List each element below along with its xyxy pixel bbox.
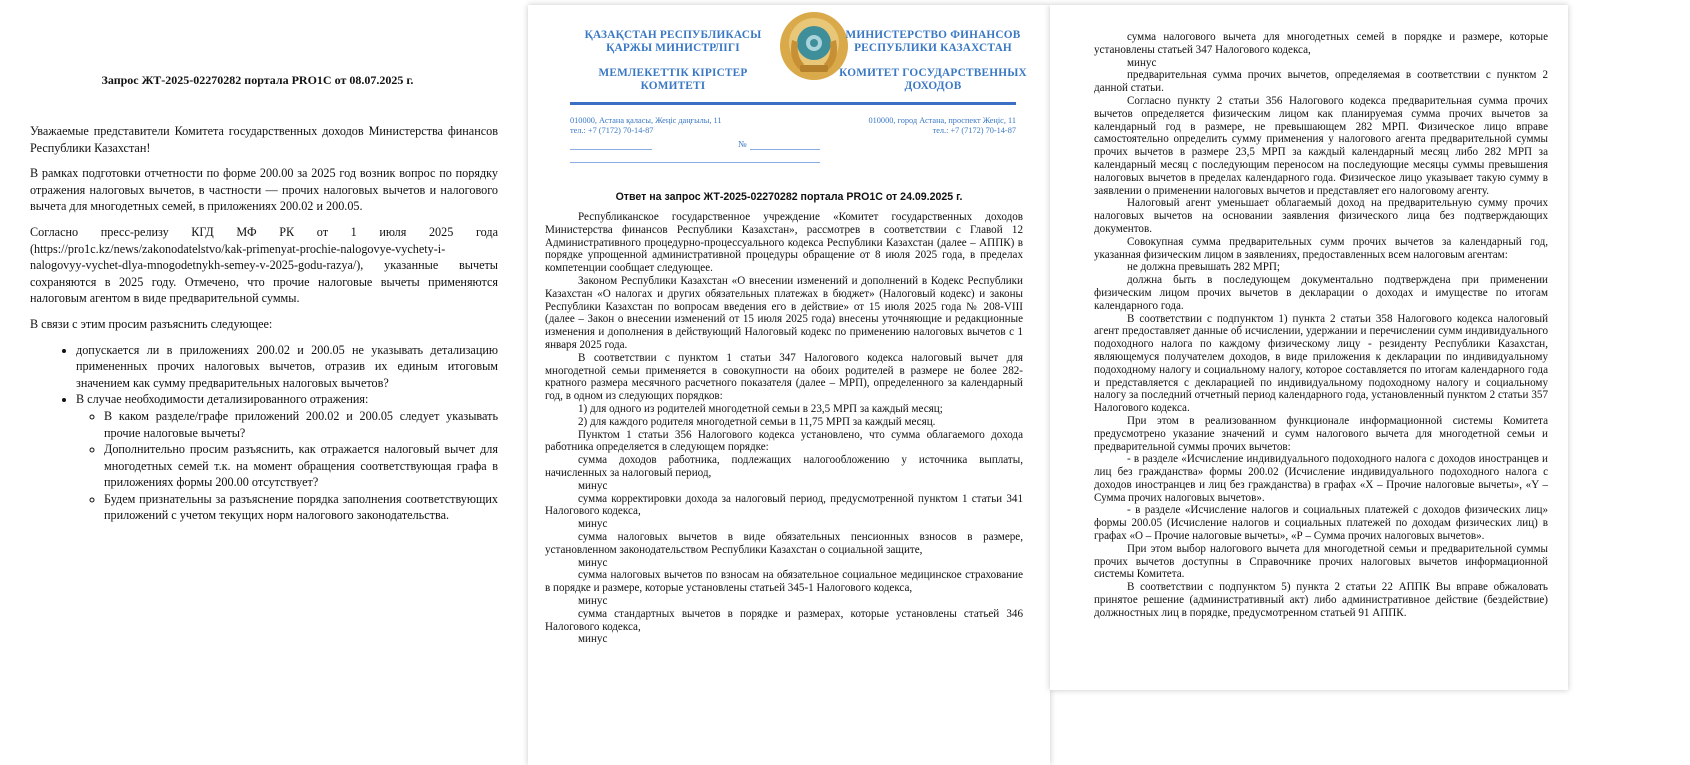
kz-phone: тел.: +7 (7172) 70-14-87 — [570, 126, 654, 135]
answer-paragraph: 1) для одного из родителей многодетной семьи в 23,5 МРП за каждый месяц; — [578, 402, 943, 415]
answer-paragraph: не должна превышать 282 МРП; — [1127, 261, 1281, 274]
letterhead-kz — [568, 29, 778, 92]
question-item-text: В случае необходимости детализированного отражения: — [76, 392, 369, 407]
answer-body-1 — [545, 211, 1023, 646]
kz-address-block — [570, 116, 722, 136]
answer-paragraph: минус — [578, 556, 608, 569]
sub-question-item: ◦ Будем признательны за разъяснение порядка заполнения соответствующих приложений с учетом текущих норм налогового законодательства. — [104, 491, 498, 524]
answer-paragraph: сумма корректировки дохода за налоговый период, предусмотренной пунктом 1 статьи 341 Налогового кодекса, — [545, 492, 1023, 518]
answer-paragraph: минус — [578, 518, 608, 531]
answer-paragraph: - в разделе «Исчисление индивидуального подоходного налога с доходов иностранцев и лиц без гражданства» формы 200.02 (Исчисление индивидуального подоходного налога с доходов иностранцев и лиц без гражданства) в графах «Х – Прочие налоговые вычеты», «Y – Сумма прочих налоговых вычетов». — [1094, 453, 1548, 504]
answer-paragraph: должна быть в последующем документально подтверждена при применении физическим лицом прочих вычетов в декларации о доходах и имуществе по итогам календарного года. — [1094, 274, 1548, 312]
request-paragraph: В связи с этим просим разъяснить следующее: — [30, 316, 273, 331]
kz-committee-name: МЕМЛЕКЕТТІК КІРІСТЕР КОМИТЕТІ — [598, 67, 748, 92]
answer-paragraph: сумма доходов работника, подлежащих налогообложению у источника выплаты, начисленных за налоговый период, — [545, 454, 1023, 479]
request-paragraph: Уважаемые представители Комитета государственных доходов Министерства финансов Республики Казахстан! — [30, 124, 498, 155]
answer-page-1 — [528, 5, 1050, 765]
ru-ministry-name: МИНИСТЕРСТВО ФИНАНСОВ РЕСПУБЛИКИ КАЗАХСТАН — [845, 29, 1021, 54]
answer-paragraph: минус — [578, 479, 608, 492]
answer-paragraph: сумма налоговых вычетов по взносам на обязательное социальное медицинское страхование в порядке и размере, которые установлены статьей 345-1 Налогового кодекса, — [545, 569, 1023, 595]
answer-paragraph: 2) для каждого родителя многодетной семьи в 11,75 МРП за каждый месяц. — [578, 415, 936, 428]
ru-phone: тел.: +7 (7172) 70-14-87 — [932, 126, 1016, 135]
request-paragraph: Согласно пресс-релизу КГД МФ РК от 1 июля 2025 года (https://pro1c.kz/news/zakonodatelstvo/kak-primenyat-prochie-nalogovye-vychety-i-nalogovyy-vychet-dlya-mnogodetnykh-semey-v-2025-godu-razya/), указанные вычеты сохраняются в 2025 году. Отмечено, что прочие налоговые вычеты применяются налоговым агентом в виде предварительной суммы. — [30, 224, 498, 306]
answer-paragraph: - в разделе «Исчисление налогов и социальных платежей с доходов физических лиц» формы 200.05 (Исчисление налогов и социальных платежей по доходам физических лиц) в графах «О – Прочие налоговые вычеты», «Р – Сумма прочих налоговых вычетов». — [1094, 504, 1548, 543]
answer-paragraph: Законом Республики Казахстан «О внесении изменений и дополнений в Кодекс Республики Казахстан «О налогах и других обязательных платежах в бюджет» (Налоговый кодекс) и законы Республики Казахстан по вопросам введения его в действие» от 15 июля 2025 года № 208-VIII (далее – Закон о внесении изменений от 15 июля 2025 года) внесены уточняющие и редакционные изменения и дополнения в действующий Налоговый кодекс по применению налоговых вычетов с 1 января 2025 года. — [545, 274, 1023, 351]
reference-line — [570, 162, 820, 163]
ru-address: 010000, город Астана, проспект Жеңіс, 11 — [868, 116, 1016, 125]
answer-paragraph: В соответствии с пунктом 1 статьи 347 Налогового кодекса налоговый вычет для многодетной семьи применяется в совокупности на обоих родителей в размере не более 282-кратного размера месячного расчетного показателя (далее – МРП), определенного за календарный год, в одном из следующих порядков: — [545, 351, 1023, 403]
number-sign: № — [738, 139, 747, 149]
answer-paragraph: Налоговый агент уменьшает облагаемый доход на предварительную сумму прочих налоговых вычетов на основании заявления физического лица без подтверждающих документов. — [1094, 197, 1548, 235]
answer-paragraph: При этом выбор налогового вычета для многодетной семьи и предварительной суммы прочих вычетов доступны в Справочнике прочих налоговых вычетов информационной системы Комитета. — [1094, 542, 1548, 581]
answer-paragraph: минус — [578, 594, 608, 607]
number-line — [750, 149, 820, 150]
answer-body-2 — [1094, 31, 1548, 620]
sub-question-item: ◦ Дополнительно просим разъяснить, как отражается налоговый вычет для многодетных семей т.к. на момент обращения соответствующая графа в приложениях формы 200.00 отсутствует? — [104, 441, 498, 491]
answer-paragraph: Пунктом 1 статьи 356 Налогового кодекса установлено, что сумма облагаемого дохода работника определяется в следующем порядке: — [545, 428, 1023, 454]
question-list — [30, 342, 498, 525]
sub-question-item: ◦ В каком разделе/графе приложений 200.02 и 200.05 следует указывать прочие налоговые вычеты? — [104, 408, 498, 441]
answer-paragraph: предварительная сумма прочих вычетов, определяемая в соответствии с пунктом 2 данной статьи. — [1094, 69, 1548, 95]
answer-paragraph: Согласно пункту 2 статьи 356 Налогового кодекса предварительная сумма прочих вычетов определяется физическим лицом как планируемая сумма прочих вычетов за календарный год в размере, не превышающем 282 МРП. Физическое лицо вправе самостоятельно определить сумму применения у налогового агента предварительной суммы прочих вычетов в размере 23,5 МРП за каждый календарный месяц либо 282 МРП за календарный месяц с последующим переносом на последующие месяцы суммы превышения налоговых вычетов в пределах календарного года. Физическое лицо указывает такую сумму в заявлении о применении налоговых вычетов и представляет его налоговому агенту. — [1094, 94, 1548, 197]
answer-paragraph: Совокупная сумма предварительных сумм прочих вычетов за календарный год, указанная физическим лицом в заявлениях, предоставленных всем налоговым агентам: — [1094, 235, 1548, 261]
answer-paragraph: В соответствии с подпунктом 5) пункта 2 статьи 22 АППК Вы вправе обжаловать принятое решение (административный акт) либо административное действие (бездействие) должностных лиц в порядке, предусмотренном статьей 91 АППК. — [1094, 581, 1548, 619]
sub-question-list — [76, 408, 498, 524]
request-page — [0, 0, 515, 749]
ru-address-block — [868, 116, 1016, 136]
answer-title: Ответ на запрос ЖТ-2025-02270282 портала PRO1C от 24.09.2025 г. — [615, 191, 963, 203]
answer-paragraph: сумма налоговых вычетов в виде обязательных пенсионных взносов в размере, установленном законодательством Республики Казахстан о социальной защите, — [545, 530, 1023, 556]
kz-ministry-name: ҚАЗАҚСТАН РЕСПУБЛИКАСЫ ҚАРЖЫ МИНИСТРЛІГІ — [584, 29, 762, 54]
question-item: • допускается ли в приложениях 200.02 и 200.05 не указывать детализацию примененных прочих налоговых вычетов, отразив их единым итоговым значением как сумму предварительных налоговых вычетов? — [76, 342, 498, 392]
answer-paragraph: минус — [578, 633, 608, 646]
answer-paragraph: Республиканское государственное учреждение «Комитет государственных доходов Министерства финансов Республики Казахстан», рассмотрев в соответствии с Главой 12 Административного процедурно-процессуального кодекса Республики Казахстан (далее – АППК) в порядке упрощенной административной процедуры обращение от 8 июля 2025 года, в пределах компетенции сообщает следующее. — [545, 211, 1023, 275]
answer-paragraph: В соответствии с подпунктом 1) пункта 2 статьи 358 Налогового кодекса налоговый агент предоставляет данные об исчислении, удержании и перечислении сумм индивидуального подоходного налога по каждому физическому лицу - резиденту Республики Казахстан, являющемуся получателем доходов, в виде приложения к декларации по индивидуальному подоходному налогу и социальному налогу, которое составляется по итогам календарного года и представляется с декларацией по индивидуальному подоходному налогу и социальному налогу за последний отчетный период календарного года, установленный пунктом 2 статьи 357 Налогового кодекса. — [1094, 312, 1548, 415]
letterhead-divider — [570, 102, 1016, 105]
answer-paragraph: При этом в реализованном функционале информационной системы Комитета предусмотрено указание значений и сумм налогового вычета для многодетной семьи и предварительной суммы прочих вычетов: — [1094, 414, 1548, 453]
request-body — [30, 123, 498, 524]
answer-paragraph: минус — [1127, 56, 1157, 69]
date-line — [570, 149, 652, 150]
answer-page-2 — [1050, 5, 1568, 690]
answer-paragraph: сумма стандартных вычетов в порядке и размерах, которые установлены статьей 346 Налогового кодекса, — [545, 607, 1023, 633]
answer-paragraph: сумма налогового вычета для многодетных семей в порядке и размере, которые установлены статьей 347 Налогового кодекса, — [1094, 31, 1548, 56]
letterhead-ru — [828, 29, 1038, 92]
kz-address: 010000, Астана қаласы, Жеңіс даңғылы, 11 — [570, 116, 722, 125]
ru-committee-name: КОМИТЕТ ГОСУДАРСТВЕННЫХ ДОХОДОВ — [839, 67, 1027, 92]
question-item — [76, 391, 498, 524]
request-paragraph: В рамках подготовки отчетности по форме 200.00 за 2025 год возник вопрос по порядку отражения налоговых вычетов, в частности — прочих налоговых вычетов и налогового вычета для многодетных семей, в приложениях 200.02 и 200.05. — [30, 166, 498, 214]
request-title: Запрос ЖТ-2025-02270282 портала PRO1C от 08.07.2025 г. — [101, 73, 414, 87]
